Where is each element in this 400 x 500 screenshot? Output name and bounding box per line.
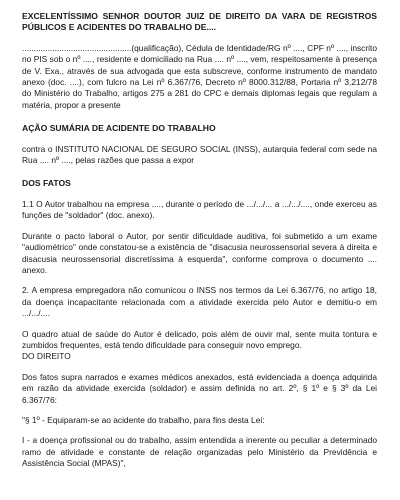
action-title: AÇÃO SUMÁRIA DE ACIDENTE DO TRABALHO [22,123,216,134]
law-section-title: DO DIREITO [22,351,71,362]
fact-paragraph-1: 1.1 O Autor trabalhou na empresa ...., durante o período de .../.../... a .../.../...., onde exerceu as funções de "soldador" (doc. anexo). [22,198,377,221]
fact-paragraph-4: O quadro atual de saúde do Autor é delicado, pois além de ouvir mal, sente muita tontura e zumbidos frequentes, está tendo dificuldade para conseguir novo emprego. [22,328,377,350]
plaintiff-qualification-paragraph: ...............................................(qualificação), Cédula de Identidade/RG nº ...., CPF nº ...., inscrito no PIS sob o nº ...., residente e domiciliado na Rua .... nº ...., vem, respeitosamente à presença de V. Exa., através de sua advogada que esta subscreve, conforme instrumento de mandato anexo (doc. ....), com fulcro na Lei nº 6.367/76, Decreto nº 8000.312/88, Portaria nº 3.212/78 do Ministério do Trabalho, artigos 275 a 281 do CPC e demais diplomas legais que regulam a matéria, propor a presente [22,42,377,110]
law-paragraph-1: Dos fatos supra narrados e exames médicos anexados, está evidenciada a doença adquirida em razão da atividade exercida (soldador) e assim definida no art. 2º, § 1º e § 3º da Lei 6.367/76: [22,371,377,405]
facts-section-title: DOS FATOS [22,178,71,189]
law-quote-paragraph: "§ 1º - Equiparam-se ao acidente do trabalho, para fins desta Lei: [22,414,265,425]
defendant-paragraph: contra o INSTITUTO NACIONAL DE SEGURO SOCIAL (INSS), autarquia federal com sede na Rua .... nº ...., pelas razões que passa a expor [22,143,377,166]
fact-paragraph-2: Durante o pacto laboral o Autor, por sentir dificuldade auditiva, foi submetido a um exame "audiométrico" onde constatou-se a existência de "disacusia neurossensorial severa à direita e disacusia neurossensorial discretíssima à esquerda", conforme comprova o documento .... anexo. [22,230,377,275]
fact-paragraph-3: 2. A empresa empregadora não comunicou o INSS nos termos da Lei 6.367/76, no artigo 18, da doença incapacitante relacionada com a atividade exercida pelo Autor e demitiu-o em .../.../.... [22,285,377,319]
court-address-heading: EXCELENTÍSSIMO SENHOR DOUTOR JUIZ DE DIREITO DA VARA DE REGISTROS PÚBLICOS E ACIDENTES DO TRABALHO DE.... [22,11,377,33]
law-item-paragraph: I - a doença profissional ou do trabalho, assim entendida a inerente ou peculiar a determinado ramo de atividade e constante de relação organizadas pelo Ministério da Previdência e Assistência Social (MPAS)", [22,435,377,469]
